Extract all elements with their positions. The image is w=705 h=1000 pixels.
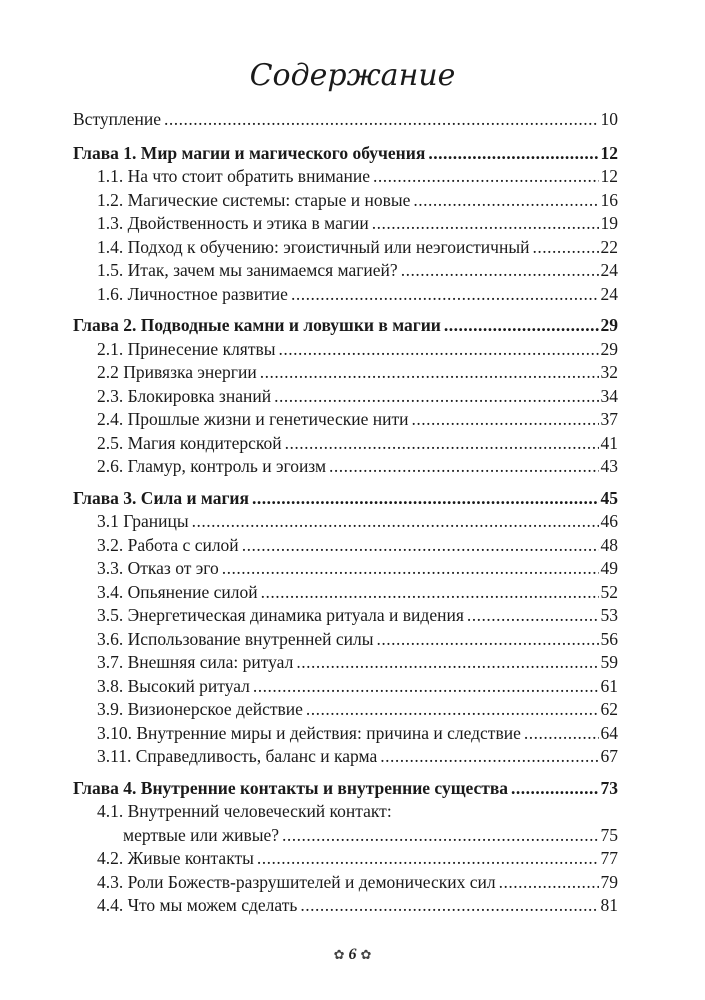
dot-leader bbox=[524, 722, 599, 746]
section-label: 3.7. Внешняя сила: ритуал bbox=[97, 651, 294, 675]
section-label: 3.2. Работа с силой bbox=[97, 534, 240, 558]
section-page: 29 bbox=[600, 338, 618, 359]
toc-section[interactable] bbox=[73, 604, 618, 628]
dot-leader bbox=[401, 259, 599, 283]
dot-leader bbox=[532, 236, 598, 260]
dot-leader bbox=[413, 189, 598, 213]
section-label: 1.2. Магические системы: старые и новые bbox=[97, 189, 411, 213]
toc-section[interactable] bbox=[73, 283, 618, 307]
section-label: 3.1 Границы bbox=[97, 510, 190, 534]
page-title: Содержание bbox=[249, 58, 456, 93]
section-label: 2.3. Блокировка знаний bbox=[97, 385, 272, 409]
section-page: 67 bbox=[600, 746, 618, 766]
section-label: 3.10. Внутренние миры и действия: причина и следствие bbox=[97, 722, 522, 746]
section-page: 16 bbox=[600, 189, 618, 210]
toc-chapter-4[interactable] bbox=[73, 777, 618, 801]
chapter-label: Глава 3. Сила и магия bbox=[73, 487, 250, 511]
toc-section[interactable] bbox=[73, 361, 618, 385]
section-label: 4.2. Живые контакты bbox=[97, 847, 255, 871]
section-label: 3.4. Опьянение силой bbox=[97, 581, 259, 605]
section-label: 2.1. Принесение клятвы bbox=[97, 338, 277, 362]
chapter-label: Глава 4. Внутренние контакты и внутренние существа bbox=[73, 777, 509, 801]
section-label: 3.11. Справедливость, баланс и карма bbox=[97, 745, 378, 769]
section-label: 3.9. Визионерское действие bbox=[97, 698, 304, 722]
toc-entry-intro[interactable] bbox=[73, 108, 618, 132]
toc-section[interactable] bbox=[73, 338, 618, 362]
section-label: 3.5. Энергетическая динамика ритуала и видения bbox=[97, 604, 465, 628]
section-label: 2.2 Привязка энергии bbox=[97, 361, 258, 385]
toc-section[interactable] bbox=[73, 212, 618, 236]
section-page: 12 bbox=[600, 166, 618, 186]
toc-section[interactable] bbox=[73, 824, 618, 848]
toc-section[interactable] bbox=[73, 259, 618, 283]
dot-leader bbox=[373, 165, 598, 189]
dot-leader bbox=[260, 361, 599, 385]
chapter-page: 73 bbox=[600, 777, 618, 798]
toc-section[interactable] bbox=[73, 581, 618, 605]
page-footer bbox=[0, 946, 705, 964]
dot-leader bbox=[411, 408, 598, 432]
section-page: 32 bbox=[600, 362, 618, 382]
dot-leader bbox=[376, 628, 598, 652]
dot-leader bbox=[291, 283, 599, 307]
page-number: 6 bbox=[348, 946, 357, 963]
toc-chapter-1[interactable] bbox=[73, 142, 618, 166]
dot-leader bbox=[380, 745, 598, 769]
toc-section[interactable] bbox=[73, 165, 618, 189]
dot-leader bbox=[285, 432, 599, 456]
section-page: 81 bbox=[600, 895, 618, 915]
dot-leader bbox=[252, 487, 599, 511]
dot-leader bbox=[428, 142, 598, 166]
toc-section[interactable] bbox=[73, 628, 618, 652]
section-label: 4.3. Роли Божеств-разрушителей и демонических сил bbox=[97, 871, 497, 895]
section-page: 56 bbox=[600, 628, 618, 649]
section-page: 34 bbox=[600, 385, 618, 406]
toc-section[interactable] bbox=[73, 236, 618, 260]
section-label: 3.6. Использование внутренней силы bbox=[97, 628, 374, 652]
section-label: 2.5. Магия кондитерской bbox=[97, 432, 283, 456]
dot-leader bbox=[499, 871, 599, 895]
toc-section[interactable] bbox=[73, 189, 618, 213]
toc-section[interactable] bbox=[73, 408, 618, 432]
table-of-contents bbox=[73, 108, 618, 918]
dot-leader bbox=[306, 698, 599, 722]
dot-leader bbox=[192, 510, 599, 534]
dot-leader bbox=[444, 314, 599, 338]
dot-leader bbox=[511, 777, 598, 801]
section-page: 52 bbox=[600, 581, 618, 602]
section-page: 61 bbox=[600, 675, 618, 696]
dot-leader bbox=[296, 651, 598, 675]
dot-leader bbox=[261, 581, 599, 605]
section-page: 46 bbox=[600, 511, 618, 531]
toc-section[interactable] bbox=[73, 385, 618, 409]
chapter-label: Глава 2. Подводные камни и ловушки в магии bbox=[73, 314, 442, 338]
section-page: 24 bbox=[600, 283, 618, 304]
toc-section[interactable] bbox=[73, 510, 618, 534]
toc-section[interactable] bbox=[73, 871, 618, 895]
chapter-page: 12 bbox=[600, 142, 618, 163]
dot-leader bbox=[279, 338, 599, 362]
dot-leader bbox=[222, 557, 599, 581]
chapter-label: Глава 1. Мир магии и магического обучения bbox=[73, 142, 426, 166]
section-page: 41 bbox=[600, 432, 618, 453]
section-page: 62 bbox=[600, 699, 618, 719]
section-page: 53 bbox=[600, 605, 618, 625]
section-page: 49 bbox=[600, 558, 618, 578]
section-page: 24 bbox=[600, 260, 618, 280]
toc-section[interactable] bbox=[73, 722, 618, 746]
toc-chapter-3[interactable] bbox=[73, 487, 618, 511]
toc-chapter-2[interactable] bbox=[73, 314, 618, 338]
section-label-first-line[interactable]: 4.1. Внутренний человеческий контакт: bbox=[97, 801, 392, 821]
dot-leader bbox=[300, 894, 598, 918]
section-label: 3.3. Отказ от эго bbox=[97, 557, 220, 581]
toc-section[interactable] bbox=[73, 534, 618, 558]
dot-leader bbox=[282, 824, 598, 848]
toc-section[interactable] bbox=[73, 847, 618, 871]
dot-leader bbox=[372, 212, 599, 236]
section-page: 59 bbox=[600, 652, 618, 672]
section-label: 1.4. Подход к обучению: эгоистичный или неэгоистичный bbox=[97, 236, 530, 260]
section-label: 2.6. Гламур, контроль и эгоизм bbox=[97, 455, 327, 479]
chapter-page: 45 bbox=[600, 487, 618, 508]
section-page: 64 bbox=[600, 722, 618, 743]
toc-section[interactable] bbox=[73, 698, 618, 722]
toc-section[interactable] bbox=[73, 745, 618, 769]
dot-leader bbox=[274, 385, 598, 409]
section-label: 1.3. Двойственность и этика в магии bbox=[97, 212, 370, 236]
dot-leader bbox=[329, 455, 598, 479]
dot-leader bbox=[164, 108, 599, 132]
section-page: 37 bbox=[600, 409, 618, 429]
toc-entry-label: Вступление bbox=[73, 108, 162, 132]
toc-entry-page: 10 bbox=[600, 109, 618, 129]
ornament-left-icon: ✿ bbox=[333, 947, 345, 962]
section-label: 1.5. Итак, зачем мы занимаемся магией? bbox=[97, 259, 399, 283]
toc-section[interactable] bbox=[73, 432, 618, 456]
toc-section[interactable] bbox=[73, 894, 618, 918]
section-label-continuation: мертвые или живые? bbox=[97, 824, 280, 848]
toc-section[interactable] bbox=[73, 651, 618, 675]
dot-leader bbox=[257, 847, 599, 871]
ornament-right-icon: ✿ bbox=[360, 947, 372, 962]
section-page: 22 bbox=[600, 236, 618, 257]
section-page: 19 bbox=[600, 213, 618, 233]
toc-section[interactable] bbox=[73, 557, 618, 581]
chapter-page: 29 bbox=[600, 315, 618, 335]
section-label: 1.1. На что стоит обратить внимание bbox=[97, 165, 371, 189]
section-page: 48 bbox=[600, 534, 618, 555]
dot-leader bbox=[467, 604, 599, 628]
section-label: 2.4. Прошлые жизни и генетические нити bbox=[97, 408, 409, 432]
section-label: 4.4. Что мы можем сделать bbox=[97, 894, 298, 918]
section-page: 79 bbox=[600, 871, 618, 892]
dot-leader bbox=[253, 675, 599, 699]
section-page: 75 bbox=[600, 824, 618, 845]
toc-section[interactable] bbox=[73, 675, 618, 699]
section-label: 3.8. Высокий ритуал bbox=[97, 675, 251, 699]
dot-leader bbox=[242, 534, 599, 558]
toc-section[interactable] bbox=[73, 455, 618, 479]
section-label: 1.6. Личностное развитие bbox=[97, 283, 289, 307]
section-page: 77 bbox=[600, 848, 618, 868]
section-page: 43 bbox=[600, 456, 618, 476]
